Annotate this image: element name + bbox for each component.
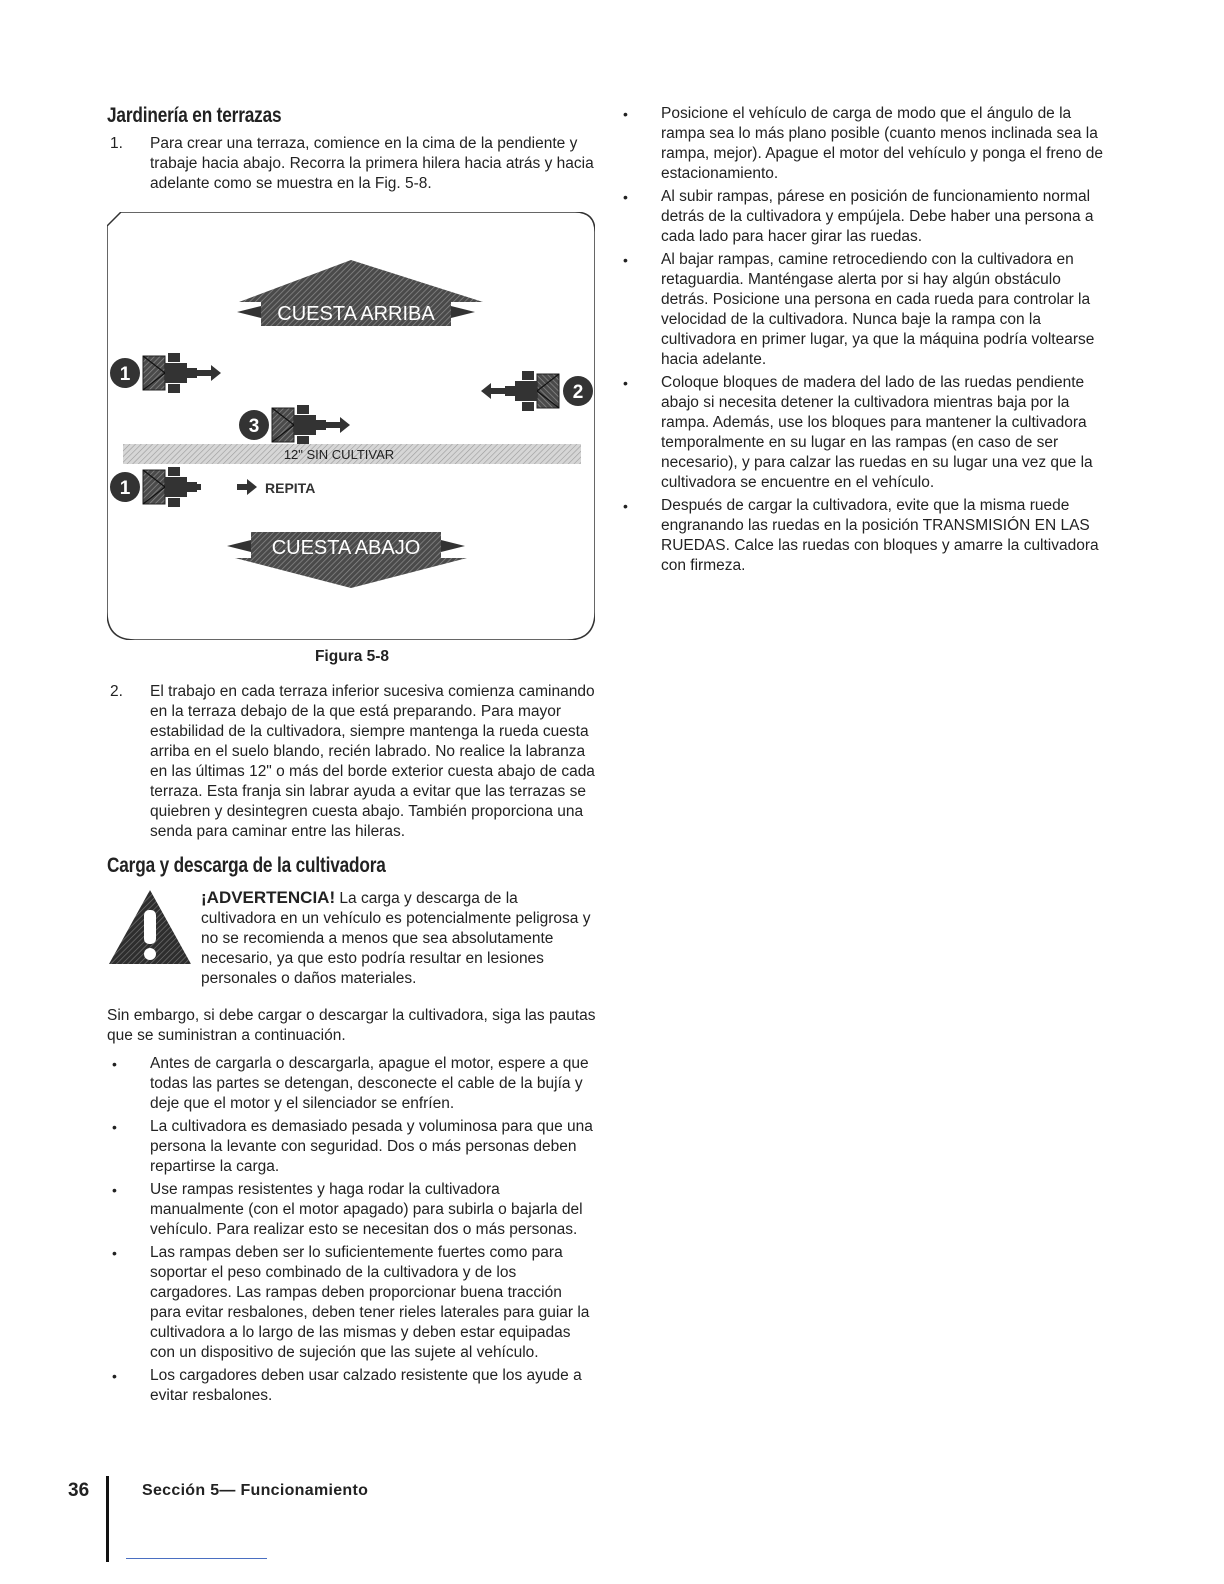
step-3-badge: 3 <box>248 416 260 437</box>
untilled-strip <box>123 444 581 464</box>
list-item <box>618 104 1110 184</box>
item-text: El trabajo en cada terraza inferior sucesiva comienza caminando en la terraza debajo de la que está preparando. Para mayor estabilidad de la cultivadora, siempre mantenga la rueda cuesta arriba en el suelo blando, recién labrado. No realice la labranza en las últimas 12" o más del borde exterior cuesta abajo de cada terraza. Esta franja sin labrar ayuda a evitar que las terrazas se quiebren y desintegren cuesta abajo. También proporciona una senda para caminar entre las hileras. <box>150 683 595 840</box>
list-item <box>107 682 597 842</box>
bullet-dot: • <box>112 1119 117 1135</box>
warning-triangle-icon <box>107 888 193 966</box>
list-item <box>107 1180 597 1240</box>
step-1-repeat-badge: 1 <box>119 478 131 499</box>
section-title-loading: Carga y descarga de la cultivadora <box>107 854 386 877</box>
list-item <box>618 250 1110 370</box>
bullet-text: Posicione el vehículo de carga de modo que el ángulo de la rampa sea lo más plano posible (cuanto menos inclinada sea la rampa, mejor). Apague el motor del vehículo y ponga el freno de estacionamiento. <box>661 105 1104 182</box>
bullet-dot: • <box>623 375 628 391</box>
strip-label: 12" SIN CULTIVAR <box>283 447 395 462</box>
loading-bullets-left <box>107 1054 597 1406</box>
bullet-text: Al bajar rampas, camine retrocediendo con la cultivadora en retaguardia. Manténgase alerta por si hay algún obstáculo detrás. Posicione una persona en cada rueda para controlar la velocidad de la cultivadora. Nunca baje la rampa con la cultivadora en primer lugar, ya que la máquina podría voltearse hacia adelante. <box>661 251 1095 368</box>
item-number: 1. <box>110 135 123 152</box>
downhill-label: CUESTA ABAJO <box>271 537 421 559</box>
bullet-dot: • <box>623 106 628 122</box>
loading-bullets-right <box>618 104 1110 576</box>
uphill-label: CUESTA ARRIBA <box>277 303 435 325</box>
steps-list-1 <box>107 134 597 194</box>
step-2-badge: 2 <box>572 382 584 403</box>
loading-intro: Sin embargo, si debe cargar o descargar la cultivadora, siga las pautas que se suministran a continuación. <box>107 1007 596 1044</box>
bullet-text: Coloque bloques de madera del lado de las ruedas pendiente abajo si necesita detener la cultivadora mientras baja por la rampa. Además, use los bloques para mantener la cultivadora temporalmente en su lugar en las rampas (en caso de ser necesario), y para calzar las ruedas en su lugar una vez que la cultivadora se encuentre en el vehículo. <box>661 374 1093 491</box>
bullet-text: Al subir rampas, párese en posición de funcionamiento normal detrás de la cultivadora y empújela. Debe haber una persona a cada lado para hacer girar las ruedas. <box>661 188 1094 245</box>
list-item <box>107 1117 597 1177</box>
bullet-text: Antes de cargarla o descargarla, apague el motor, espere a que todas las partes se detengan, desconecte el cable de la bujía y deje que el motor y el silenciador se enfríen. <box>150 1055 589 1112</box>
warning-body: La carga y descarga de la cultivadora en un vehículo es potencialmente peligrosa y no se recomienda a menos que sea absolutamente necesario, ya que esto podría resultar en lesiones personales o daños materiales. <box>201 890 591 987</box>
bullet-text: Los cargadores deben usar calzado resistente que los ayude a evitar resbalones. <box>150 1367 582 1404</box>
right-column <box>618 104 1110 579</box>
list-item <box>107 1054 597 1114</box>
warning-title: ¡ADVERTENCIA! <box>201 888 336 907</box>
item-number: 2. <box>110 683 123 700</box>
uphill-arrow <box>237 260 483 326</box>
warning-block <box>107 888 597 998</box>
repeat-label: REPITA <box>265 480 316 496</box>
list-item <box>107 134 597 194</box>
tiller-pass-1 <box>110 353 221 393</box>
footer-section-title: Sección 5— Funcionamiento <box>142 1482 369 1499</box>
list-item <box>107 1243 597 1363</box>
list-item <box>618 187 1110 247</box>
tiller-pass-3 <box>239 405 350 445</box>
step-1-badge: 1 <box>119 364 131 385</box>
bottom-link-line <box>126 1558 267 1559</box>
section-title-terraces: Jardinería en terrazas <box>107 104 282 127</box>
footer-divider <box>106 1476 109 1562</box>
left-column <box>107 104 597 1409</box>
list-item <box>618 373 1110 493</box>
warning-text <box>201 888 597 989</box>
page-number: 36 <box>68 1480 90 1501</box>
bullet-dot: • <box>112 1182 117 1198</box>
list-item <box>107 1366 597 1406</box>
bullet-text: La cultivadora es demasiado pesada y voluminosa para que una persona la levante con seguridad. Dos o más personas deben repartirse la carga. <box>150 1118 593 1175</box>
downhill-arrow <box>227 532 467 588</box>
bullet-text: Después de cargar la cultivadora, evite que la misma ruede engranando las ruedas en la posición TRANSMISIÓN EN LAS RUEDAS. Calce las ruedas con bloques y amarre la cultivadora con firmeza. <box>661 497 1099 574</box>
bullet-text: Las rampas deben ser lo suficientemente fuertes como para soportar el peso combinado de la cultivadora y de los cargadores. Las rampas deben proporcionar buena tracción para evitar resbalones, deben tener rieles laterales para guiar la cultivadora a lo largo de las mismas y deben estar equipadas con un dispositivo de sujeción que las sujete al vehículo. <box>150 1244 590 1361</box>
figure-5-8 <box>107 212 595 640</box>
bullet-dot: • <box>623 498 628 514</box>
item-text: Para crear una terraza, comience en la cima de la pendiente y trabaje hacia abajo. Recorra la primera hilera hacia atrás y hacia adelante como se muestra en la Fig. 5-8. <box>150 135 594 192</box>
figure-caption: Figura 5-8 <box>314 648 390 665</box>
steps-list-2 <box>107 682 597 842</box>
tiller-repeat <box>110 467 315 507</box>
bullet-dot: • <box>112 1245 117 1261</box>
bullet-dot: • <box>112 1056 117 1072</box>
list-item <box>618 496 1110 576</box>
bullet-text: Use rampas resistentes y haga rodar la cultivadora manualmente (con el motor apagado) para subirla o bajarla del vehículo. Para realizar esto se necesitan dos o más personas. <box>150 1181 583 1238</box>
bullet-dot: • <box>623 252 628 268</box>
terrace-diagram <box>107 212 595 640</box>
bullet-dot: • <box>623 189 628 205</box>
bullet-dot: • <box>112 1368 117 1384</box>
